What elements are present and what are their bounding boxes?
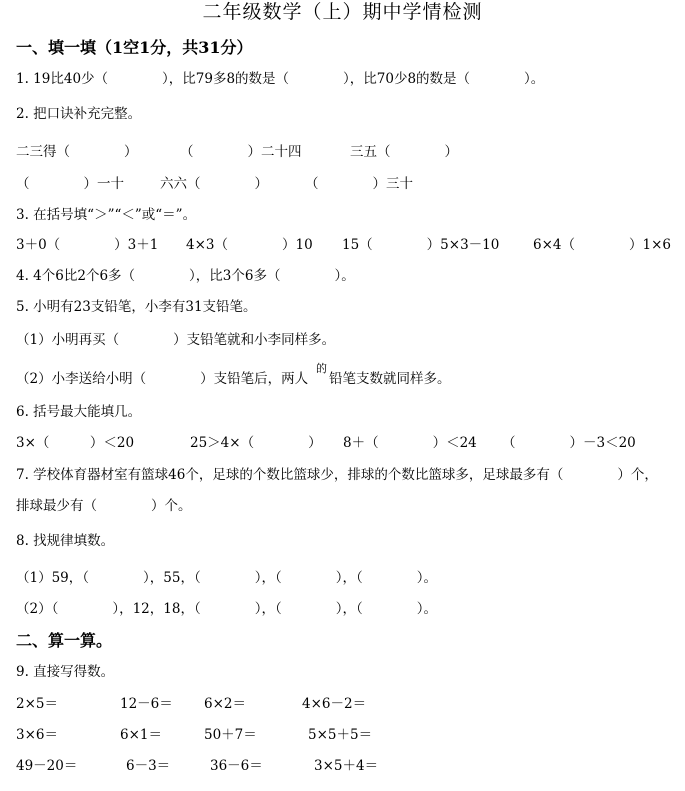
calc-item: 4×6－2＝ <box>302 696 367 712</box>
question-8-part-2: （2）（ ），12，18，（ ），（ ），（ ）。 <box>16 601 437 617</box>
question-2: 2. 把口诀补充完整。 <box>16 106 142 122</box>
q6-item: 8＋（ ）＜24 <box>343 435 477 451</box>
question-7: 7. 学校体育器材室有篮球46个，足球的个数比篮球少，排球的个数比篮球多，足球最多有（ ）个， <box>16 467 658 483</box>
question-6: 6. 括号最大能填几。 <box>16 404 142 420</box>
question-5: 5. 小明有23支铅笔，小李有31支铅笔。 <box>16 299 257 315</box>
q6-item: （ ）－3＜20 <box>502 435 636 451</box>
question-8-part-1: （1）59，（ ），55，（ ），（ ），（ ）。 <box>16 570 437 586</box>
calc-item: 3×6＝ <box>16 727 58 743</box>
question-7-continued: 排球最少有（ ）个。 <box>16 498 192 514</box>
calc-item: 12－6＝ <box>120 696 173 712</box>
question-5-part-2: （2）小李送给小明（ ）支铅笔后，两人 <box>16 371 309 387</box>
q2-item: （ ）二十四 <box>180 144 302 160</box>
question-8: 8. 找规律填数。 <box>16 533 115 549</box>
q2-item: 二三得（ ） <box>16 144 138 160</box>
q3-item: 3＋0（ ）3＋1 <box>16 237 159 253</box>
calc-item: 49－20＝ <box>16 758 78 774</box>
q3-item: 4×3（ ）10 <box>186 237 313 253</box>
question-9: 9. 直接写得数。 <box>16 664 115 680</box>
calc-item: 6×1＝ <box>120 727 162 743</box>
section-heading-fill-in: 一、填一填（1空1分，共31分） <box>16 38 253 57</box>
calc-item: 36－6＝ <box>210 758 263 774</box>
q2-item: 六六（ ） <box>160 176 268 192</box>
question-4: 4. 4个6比2个6多（ ），比3个6多（ ）。 <box>16 268 355 284</box>
q6-item: 25＞4×（ ） <box>190 435 322 451</box>
section-heading-calculate: 二、算一算。 <box>16 631 113 650</box>
question-5-part-2-end: 铅笔支数就同样多。 <box>329 371 451 387</box>
question-5-part-1: （1）小明再买（ ）支铅笔就和小李同样多。 <box>16 332 336 348</box>
q3-item: 6×4（ ）1×6 <box>533 237 671 253</box>
calc-item: 5×5＋5＝ <box>308 727 373 743</box>
q6-item: 3×（ ）＜20 <box>16 435 135 451</box>
q2-item: （ ）一十 <box>16 176 124 192</box>
calc-item: 2×5＝ <box>16 696 58 712</box>
calc-item: 6×2＝ <box>204 696 246 712</box>
question-5-part-2-de: 的 <box>316 362 327 375</box>
q2-item: （ ）三十 <box>305 176 413 192</box>
q2-item: 三五（ ） <box>350 144 458 160</box>
page-title: 二年级数学（上）期中学情检测 <box>202 1 483 23</box>
calc-item: 6－3＝ <box>126 758 171 774</box>
question-1: 1. 19比40少（ ），比79多8的数是（ ），比70少8的数是（ ）。 <box>16 71 545 87</box>
calc-item: 50＋7＝ <box>204 727 257 743</box>
calc-item: 3×5＋4＝ <box>314 758 379 774</box>
question-3: 3. 在括号填“＞”“＜”或“＝”。 <box>16 207 197 223</box>
q3-item: 15（ ）5×3－10 <box>342 237 500 253</box>
